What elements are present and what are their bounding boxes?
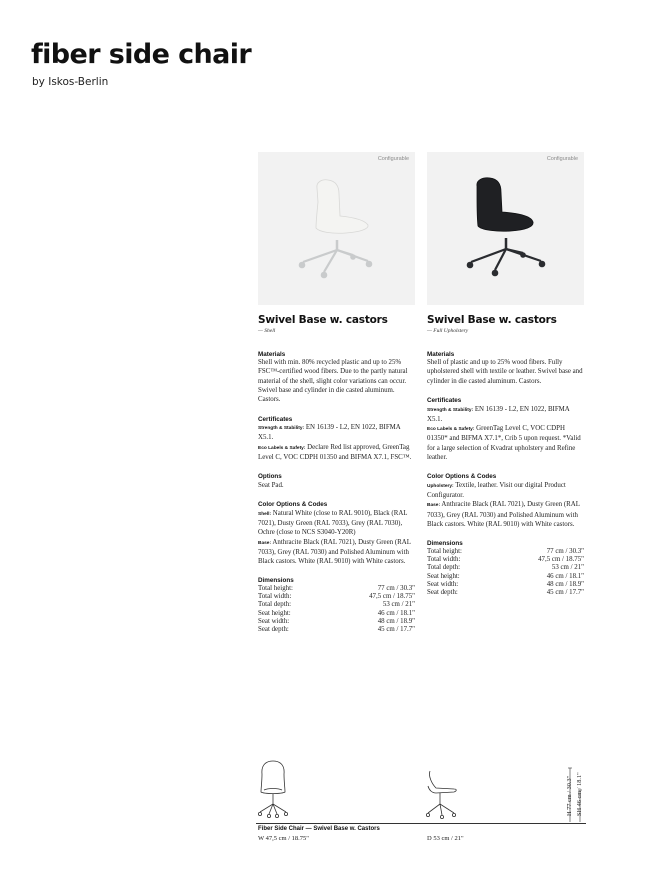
dimension-row bbox=[427, 564, 584, 572]
dimension-label: Total depth: bbox=[258, 601, 292, 609]
certificates-heading: Certificates bbox=[258, 415, 293, 423]
page-title: fiber side chair bbox=[31, 39, 252, 70]
color-option-label: Base: bbox=[427, 503, 441, 509]
page-subtitle: by Iskos-Berlin bbox=[32, 76, 109, 88]
chair-base bbox=[467, 238, 546, 276]
caption-divider bbox=[256, 823, 586, 824]
color-option-item bbox=[258, 538, 415, 567]
color-option-item bbox=[427, 481, 584, 501]
width-label: W 47,5 cm / 18.75" bbox=[258, 835, 309, 842]
variant-column-shell bbox=[258, 152, 415, 634]
certificate-text: Declare Red list approved, GreenTag Level C, VOC CDPH 01350 and BIFMA X7.1, FSC™. bbox=[258, 443, 412, 462]
dimension-value: 48 cm / 18.9" bbox=[546, 580, 584, 588]
color-option-item bbox=[258, 509, 415, 538]
certificate-label: Strength & Stability: bbox=[427, 407, 474, 413]
options-heading: Options bbox=[258, 473, 282, 481]
dimension-label: Seat width: bbox=[427, 580, 459, 588]
dimensions-table bbox=[427, 548, 584, 597]
certificate-text: EN 16139 - L2, EN 1022, BIFMA X5.1. bbox=[258, 424, 401, 442]
dimension-value: 46 cm / 18.1" bbox=[546, 572, 584, 580]
dimensions-table bbox=[258, 585, 415, 634]
color-option-text: Anthracite Black (RAL 7021), Dusty Green (RAL 7033), Grey (RAL 7030) and Polished Aluminum with Black castors. White (RAL 9010) with White castors. bbox=[427, 501, 580, 529]
dimension-row bbox=[258, 618, 415, 626]
dimension-row bbox=[427, 589, 584, 597]
certificate-label: Strength & Stability: bbox=[258, 426, 305, 432]
color-option-text: Anthracite Black (RAL 7021), Dusty Green (RAL 7033), Grey (RAL 7030) and Polished Aluminum with Black castors. White (RAL 9010) with White castors. bbox=[258, 538, 411, 566]
certificate-label: Eco Labels & Safety: bbox=[258, 445, 306, 451]
color-option-label: Upholstery: bbox=[427, 483, 454, 489]
color-option-item bbox=[427, 500, 584, 529]
variant-name: Swivel Base w. castors bbox=[427, 314, 557, 326]
seat-height-label: SH 46 cm / 18.1" bbox=[576, 772, 583, 816]
drawing-caption: Fiber Side Chair — Swivel Base w. Castors bbox=[258, 826, 380, 832]
variant-column-full-upholstery bbox=[427, 152, 584, 597]
chair-shell bbox=[477, 178, 533, 231]
color-option-text: Textile, leather. Visit our digital Product Configurator. bbox=[427, 481, 566, 500]
certificate-text: EN 16139 - L2, EN 1022, BIFMA X5.1. bbox=[427, 405, 570, 423]
dimension-row bbox=[258, 601, 415, 609]
variant-name: Swivel Base w. castors bbox=[258, 314, 388, 326]
dimensions-heading: Dimensions bbox=[258, 577, 294, 585]
color-options-heading: Color Options & Codes bbox=[427, 473, 497, 481]
dimension-label: Seat height: bbox=[427, 572, 460, 580]
chair-shell bbox=[316, 180, 368, 233]
chair-side-line-drawing-icon bbox=[426, 771, 456, 819]
color-options-heading: Color Options & Codes bbox=[258, 501, 328, 509]
dimension-value: 47,5 cm / 18.75" bbox=[538, 556, 584, 564]
dimension-value: 53 cm / 21" bbox=[551, 564, 584, 572]
dimension-row bbox=[427, 556, 584, 564]
certificate-item bbox=[427, 405, 584, 425]
certificates-heading: Certificates bbox=[427, 396, 462, 404]
configurable-badge[interactable]: Configurable bbox=[377, 156, 409, 162]
dimension-value: 77 cm / 30.3" bbox=[377, 585, 415, 593]
color-option-label: Shell: bbox=[258, 511, 272, 517]
color-option-label: Base: bbox=[258, 540, 272, 546]
dimension-label: Total height: bbox=[427, 547, 462, 555]
dimension-label: Seat height: bbox=[258, 609, 291, 617]
dimension-value: 45 cm / 17.7" bbox=[377, 626, 415, 634]
dimension-value: 53 cm / 21" bbox=[382, 601, 415, 609]
dimension-row bbox=[258, 585, 415, 593]
options-text: Seat Pad. bbox=[258, 481, 284, 489]
dimension-value: 46 cm / 18.1" bbox=[377, 609, 415, 617]
color-option-text: Natural White (close to RAL 9010), Black (RAL 7021), Dusty Green (RAL 7033), Grey (RAL 7030), Ochre (close to NCS S3040-Y20R) bbox=[258, 509, 408, 537]
dimension-value: 45 cm / 17.7" bbox=[546, 588, 584, 596]
height-label: H 77 cm / 30.3" bbox=[566, 775, 573, 816]
dimension-label: Total width: bbox=[427, 556, 461, 564]
certificate-label: Eco Labels & Safety: bbox=[427, 427, 475, 433]
dimensions-heading: Dimensions bbox=[427, 540, 463, 548]
chair-base bbox=[299, 240, 373, 278]
depth-label: D 53 cm / 21" bbox=[427, 835, 464, 842]
technical-drawings bbox=[256, 760, 586, 824]
variant-subname: — Full Upholstery bbox=[427, 327, 469, 334]
dimension-row bbox=[427, 573, 584, 581]
materials-text: Shell with min. 80% recycled plastic and up to 25% FSC™-certified wood fibers. Due to the partly natural material of the shell, slight color variations can occur. Swivel base and cylinder in die casted aluminum. Castors. bbox=[258, 359, 408, 404]
certificate-item bbox=[258, 443, 415, 463]
dimension-row bbox=[258, 626, 415, 634]
dimension-value: 77 cm / 30.3" bbox=[546, 547, 584, 555]
dimension-label: Seat width: bbox=[258, 617, 290, 625]
dimension-row bbox=[258, 593, 415, 601]
materials-heading: Materials bbox=[427, 350, 455, 358]
dimension-row bbox=[427, 548, 584, 556]
chair-front-line-drawing-icon bbox=[258, 761, 287, 818]
dimension-label: Total width: bbox=[258, 593, 292, 601]
configurable-badge[interactable]: Configurable bbox=[546, 156, 578, 162]
certificate-text: GreenTag Level C, VOC CDPH 01350* and BIFMA X7.1*, Crib 5 upon request. *Valid for a large selection of Kvadrat upholstery and Refine leather. bbox=[427, 425, 581, 462]
dimension-value: 48 cm / 18.9" bbox=[377, 617, 415, 625]
dimension-label: Seat depth: bbox=[427, 588, 458, 596]
product-photo bbox=[427, 152, 584, 305]
dimension-label: Seat depth: bbox=[258, 626, 289, 634]
materials-heading: Materials bbox=[258, 350, 286, 358]
product-photo bbox=[258, 152, 415, 305]
certificate-item bbox=[427, 424, 584, 462]
dimension-label: Total depth: bbox=[427, 564, 461, 572]
materials-text: Shell of plastic and up to 25% wood fibers. Fully upholstered shell with textile or leather. Swivel base and cylinder in die casted aluminum. Castors. bbox=[427, 359, 583, 385]
white-swivel-chair-icon bbox=[258, 152, 415, 305]
variant-subname: — Shell bbox=[258, 327, 276, 334]
black-upholstered-swivel-chair-icon bbox=[427, 152, 584, 305]
certificate-item bbox=[258, 423, 415, 443]
dimension-label: Total height: bbox=[258, 585, 293, 593]
dimension-row bbox=[427, 581, 584, 589]
dimension-row bbox=[258, 610, 415, 618]
dimension-value: 47,5 cm / 18.75" bbox=[369, 593, 415, 601]
